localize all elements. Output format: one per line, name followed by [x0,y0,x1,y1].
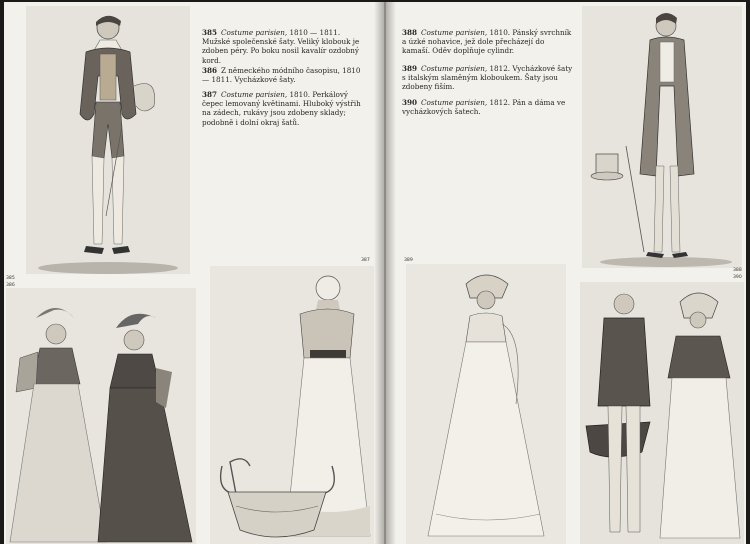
caption-title: Costume parisien, [421,98,488,107]
caption-title: Costume parisien, [221,90,288,99]
caption-number: 388 [402,28,418,37]
caption-number: 390 [402,98,418,107]
illustration-woman-back [210,266,374,544]
illustration-man-formal [26,6,190,274]
illustration-two-women [6,288,196,544]
caption-387 [202,90,368,127]
plate-number-387: 387 [361,258,370,263]
book-spread [4,2,746,544]
plate-389 [406,264,566,544]
caption-text: 1812. Pán a dáma ve vycházkových šatech. [402,98,566,117]
plate-388 [582,6,742,268]
caption-text: 1810. Perkálový čepec lemovaný květinami. Hluboký výstřih na zádech, rukávy jsou zdobeny sklady; podobně i dolní okraj šatů. [202,90,361,127]
plate-number-385: 385 [6,276,15,281]
illustration-woman-walking-dress [406,264,566,544]
caption-389 [402,64,574,92]
caption-text: 1810. Pánský svrchník a úzké nohavice, jež dole přecházejí do kamaší. Oděv doplňuje cylindr. [402,28,572,56]
caption-386 [202,66,368,84]
caption-number: 387 [202,90,218,99]
plate-390 [580,282,744,544]
illustration-couple [580,282,744,544]
illustration-man-overcoat [582,6,742,268]
plate-386 [6,288,196,544]
plate-number-386: 386 [6,283,15,288]
caption-number: 389 [402,64,418,73]
plate-number-389: 389 [404,258,413,263]
caption-388 [402,28,574,56]
plate-number-390: 390 [733,275,742,280]
plate-number-388: 388 [733,268,742,273]
caption-text: 1810 — 1811. Mužské společenské šaty. Veliký klobouk je zdoben péry. Po boku nosil kavalír ozdobný kord. [202,28,360,65]
caption-number: 386 [202,66,218,75]
caption-text: Z německého módního časopisu, 1810 — 1811. Vycházkové šaty. [202,66,361,85]
plate-385 [26,6,190,274]
caption-title: Costume parisien, [221,28,288,37]
left-page [4,2,383,544]
caption-text: 1812. Vycházkové šaty s italským slaměným kloboukem. Šaty jsou zdobeny fiším. [402,64,573,92]
caption-title: Costume parisien, [421,64,488,73]
plate-387 [210,266,374,544]
caption-385 [202,28,368,65]
book-gutter [374,2,396,544]
caption-number: 385 [202,28,218,37]
caption-390 [402,98,574,116]
caption-title: Costume parisien, [421,28,488,37]
right-page [382,2,746,544]
